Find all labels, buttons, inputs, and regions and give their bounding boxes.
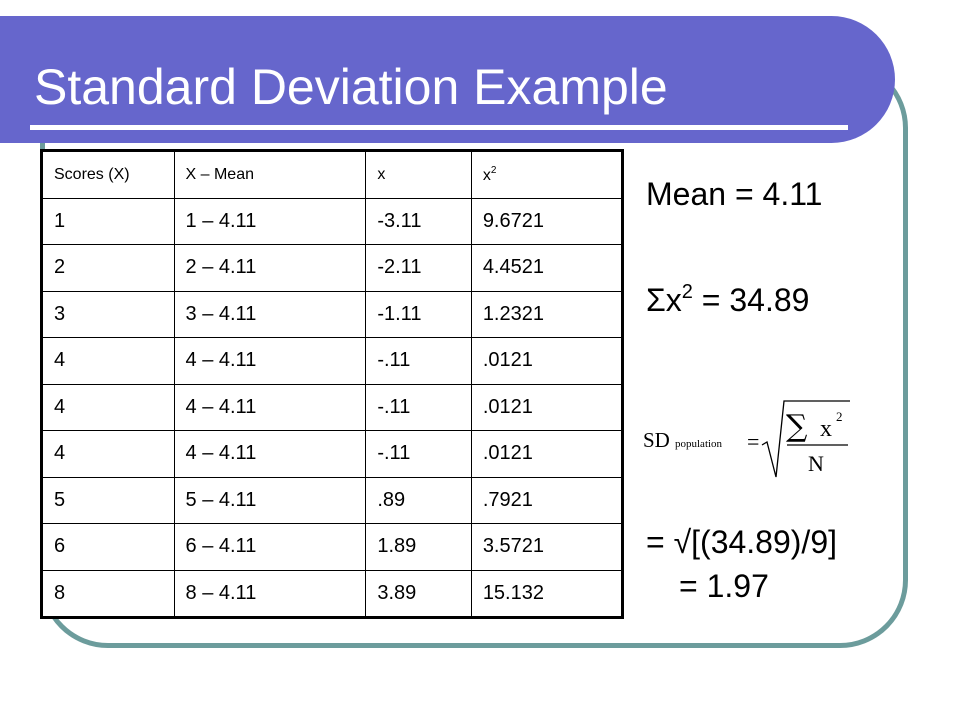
table-row bbox=[42, 477, 623, 524]
table-cell: 1.89 bbox=[366, 524, 471, 571]
table-cell: 3.5721 bbox=[471, 524, 622, 571]
formula-sd-subscript: population bbox=[675, 438, 723, 450]
header-x-squared bbox=[471, 151, 622, 199]
table-cell: -.11 bbox=[366, 384, 471, 431]
formula-denominator: N bbox=[808, 451, 824, 476]
sum-value: = 34.89 bbox=[692, 282, 810, 318]
formula-equals: = bbox=[747, 429, 760, 454]
data-table bbox=[40, 149, 624, 619]
title-bar bbox=[0, 16, 895, 143]
formula-exp: 2 bbox=[836, 409, 843, 424]
sum-of-squares-text bbox=[646, 272, 809, 320]
table-row bbox=[42, 384, 623, 431]
table-cell: 4 – 4.11 bbox=[174, 338, 366, 385]
table-row bbox=[42, 431, 623, 478]
table-cell: 4 – 4.11 bbox=[174, 384, 366, 431]
table-cell: -1.11 bbox=[366, 291, 471, 338]
result-value: = 1.97 bbox=[679, 568, 769, 604]
table-cell: -.11 bbox=[366, 338, 471, 385]
table-cell: .7921 bbox=[471, 477, 622, 524]
title-underline bbox=[30, 125, 848, 130]
table-cell: .89 bbox=[366, 477, 471, 524]
table-cell: 2 bbox=[42, 245, 175, 292]
table-cell: 5 – 4.11 bbox=[174, 477, 366, 524]
table-cell: -.11 bbox=[366, 431, 471, 478]
table-row bbox=[42, 338, 623, 385]
formula-sd-label: SD bbox=[643, 428, 670, 452]
formula-var: x bbox=[820, 416, 832, 442]
table-cell: .0121 bbox=[471, 338, 622, 385]
header-x-squared-exp: 2 bbox=[490, 164, 497, 176]
sum-var: x bbox=[665, 282, 682, 318]
table-cell: 3 – 4.11 bbox=[174, 291, 366, 338]
sum-exp: 2 bbox=[681, 281, 693, 303]
table-cell: .0121 bbox=[471, 384, 622, 431]
table-cell: 4 bbox=[42, 338, 175, 385]
table-cell: 6 bbox=[42, 524, 175, 571]
sd-population-formula bbox=[640, 395, 855, 480]
table-cell: 8 bbox=[42, 570, 175, 618]
header-x-minus-mean: X – Mean bbox=[174, 151, 366, 199]
table-cell: 5 bbox=[42, 477, 175, 524]
table-cell: 2 – 4.11 bbox=[174, 245, 366, 292]
header-scores: Scores (X) bbox=[42, 151, 175, 199]
table-row bbox=[42, 245, 623, 292]
table-row bbox=[42, 524, 623, 571]
table-cell: 8 – 4.11 bbox=[174, 570, 366, 618]
formula-sigma: ∑ bbox=[786, 409, 808, 444]
table-cell: .0121 bbox=[471, 431, 622, 478]
table-cell: 3 bbox=[42, 291, 175, 338]
table-cell: -3.11 bbox=[366, 198, 471, 245]
table-cell: 4.4521 bbox=[471, 245, 622, 292]
table-row bbox=[42, 570, 623, 618]
table-row bbox=[42, 291, 623, 338]
sum-symbol: Σ bbox=[646, 282, 666, 318]
table-cell: 1.2321 bbox=[471, 291, 622, 338]
table-header-row bbox=[42, 151, 623, 199]
table-cell: 1 – 4.11 bbox=[174, 198, 366, 245]
table-cell: 4 – 4.11 bbox=[174, 431, 366, 478]
header-x: x bbox=[366, 151, 471, 199]
result-expression: = √[(34.89)/9] bbox=[646, 524, 837, 560]
table-cell: 1 bbox=[42, 198, 175, 245]
table-cell: 15.132 bbox=[471, 570, 622, 618]
table-cell: 6 – 4.11 bbox=[174, 524, 366, 571]
table-row bbox=[42, 198, 623, 245]
table-cell: -2.11 bbox=[366, 245, 471, 292]
mean-text: Mean = 4.11 bbox=[646, 176, 823, 212]
table-cell: 3.89 bbox=[366, 570, 471, 618]
table-cell: 9.6721 bbox=[471, 198, 622, 245]
table-cell: 4 bbox=[42, 384, 175, 431]
table-cell: 4 bbox=[42, 431, 175, 478]
header-x-squared-base: x bbox=[482, 166, 491, 184]
page-title: Standard Deviation Example bbox=[34, 59, 668, 115]
